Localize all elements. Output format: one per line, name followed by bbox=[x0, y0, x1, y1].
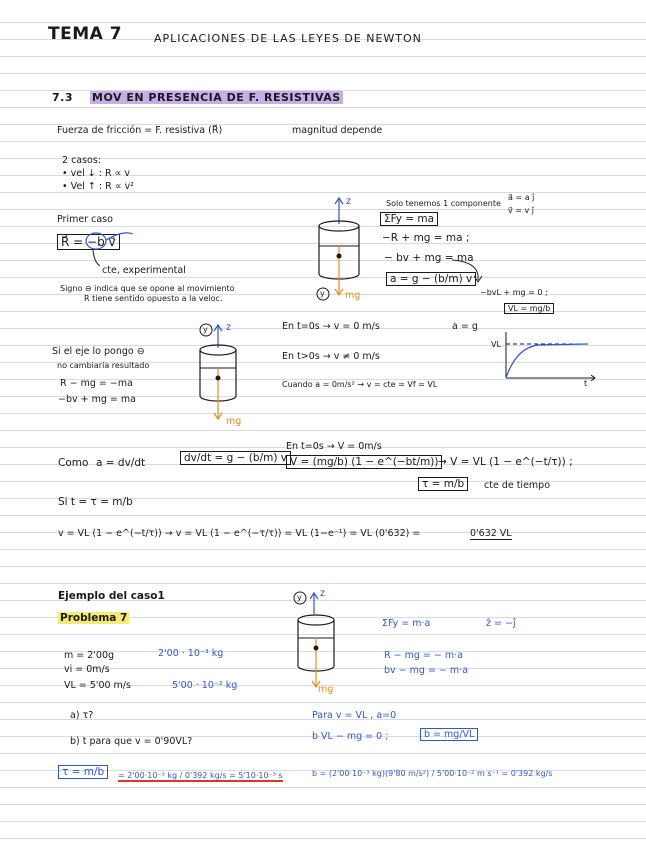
fig1-eq-R: −R + mg = ma ; bbox=[382, 232, 470, 244]
fig1-origin-label: y bbox=[320, 289, 325, 298]
velocity-time-graph bbox=[498, 330, 598, 390]
example-b-box: b = mg/VL bbox=[420, 729, 478, 741]
velocity-solution-box: V = (mg/b) (1 − e^(−bt/m)) bbox=[286, 456, 442, 468]
example-title: Ejemplo del caso1 bbox=[58, 590, 165, 602]
friction-definition: Fuerza de fricción = F. resistiva (R⃗) bbox=[57, 125, 223, 136]
fig2-eq-bv: −bv + mg = ma bbox=[58, 394, 136, 405]
topic-number: TEMA 7 bbox=[48, 24, 123, 44]
two-cases-label: 2 casos: bbox=[62, 155, 102, 166]
problem-label: Problema 7 bbox=[60, 612, 128, 624]
example-origin-label: y bbox=[297, 593, 302, 602]
example-weight-label: mg bbox=[318, 684, 334, 695]
tau-calc-box: τ = m/b bbox=[58, 766, 108, 778]
example-eq-bv: bv − mg = − m·a bbox=[384, 665, 469, 676]
case-low-velocity: • vel ↓ : R ∝ v bbox=[62, 168, 130, 179]
fig1-z-axis-label: z bbox=[346, 196, 351, 207]
mass-si: 2'00 · 10⁻³ kg bbox=[158, 648, 224, 659]
fig2-weight-label: mg bbox=[226, 416, 242, 427]
b-constant-note: cte, experimental bbox=[102, 265, 186, 276]
question-b: b) t para que v = 0'90VL? bbox=[70, 736, 193, 747]
fig2-cylinder-diagram bbox=[192, 320, 262, 430]
ode-box: dv/dt = g − (b/m) v bbox=[180, 452, 291, 464]
graph-vl-label: VL bbox=[491, 340, 501, 349]
mass-given: m = 2'00g bbox=[64, 650, 115, 661]
fig2-note-2: no cambiaría resultado bbox=[57, 361, 150, 370]
example-eq-R: R − mg = − m·a bbox=[384, 650, 463, 661]
como-label: Como bbox=[58, 457, 89, 469]
example-sum-forces: ΣFy = m·a bbox=[382, 618, 431, 629]
terminal-velocity-box: VL = mg/b bbox=[504, 303, 554, 315]
terminal-velocity-si: 5'00 · 10⁻² kg bbox=[172, 680, 238, 691]
case-high-velocity: • Vel ↑ : R ∝ v² bbox=[62, 181, 134, 192]
fig2-eq-R: R − mg = −ma bbox=[60, 378, 133, 389]
time-positive-line: En t>0s → v ≠ 0 m/s bbox=[282, 351, 380, 362]
fig1-sum-forces: ΣFy = ma bbox=[380, 213, 438, 225]
final-velocity-line: v = VL (1 − e^(−t/τ)) → v = VL (1 − e^(−τ/τ)) = VL (1−e⁻¹) = VL (0'632) = bbox=[58, 528, 421, 539]
example-bvl-eq: b VL − mg = 0 ; bbox=[312, 731, 389, 742]
fig1-terminal-eq: −bvL + mg = 0 ; bbox=[480, 288, 548, 297]
topic-title: APLICACIONES DE LAS LEYES DE NEWTON bbox=[154, 32, 422, 45]
first-case-formula: R⃗ = −b v⃗ bbox=[57, 236, 120, 248]
first-case-label: Primer caso bbox=[57, 214, 113, 225]
zero-accel-line: Cuando a = 0m/s² → v = cte = Vf = VL bbox=[282, 380, 438, 389]
tau-calc: = 2'00·10⁻³ kg / 0'392 kg/s = 5'10·10⁻³ s bbox=[118, 771, 283, 780]
si-tau-line: Si t = τ = m/b bbox=[58, 496, 133, 508]
fig1-eq-bv: − bv + mg = ma bbox=[384, 252, 474, 264]
example-z-direction: ẑ = −ĵ bbox=[486, 618, 516, 629]
only-component-note: Solo tenemos 1 componente bbox=[386, 199, 501, 208]
fig2-z-axis-label: z bbox=[226, 322, 231, 333]
fig2-note-1: Si el eje lo pongo ⊖ bbox=[52, 346, 145, 357]
vel-vector: v⃗ = v ĵ bbox=[508, 206, 535, 215]
graph-t-axis-label: t bbox=[584, 379, 588, 388]
accel-definition: a = dv/dt bbox=[96, 457, 146, 469]
terminal-velocity-given: VL = 5'00 m/s bbox=[64, 680, 131, 691]
b-callout-circle bbox=[78, 228, 138, 268]
sign-note-1: Signo ⊖ indica que se opone al movimiento bbox=[60, 284, 235, 293]
initial-velocity: vi = 0m/s bbox=[64, 664, 110, 675]
a-equals-g: a = g bbox=[452, 321, 478, 332]
fig1-accel-box: a = g − (b/m) v bbox=[386, 273, 476, 285]
accel-vector: a⃗ = a ĵ bbox=[508, 193, 535, 202]
fig1-weight-label: mg bbox=[345, 290, 361, 301]
question-a: a) τ? bbox=[70, 710, 94, 721]
solution-t0-line: En t=0s → V = 0m/s bbox=[286, 441, 382, 452]
section-number: 7.3 bbox=[52, 91, 73, 104]
final-result: 0'632 VL bbox=[470, 528, 512, 539]
example-terminal-condition: Para v = VL , a=0 bbox=[312, 710, 397, 721]
example-b-calc: b = (2'00·10⁻³ kg)(9'80 m/s²) / 5'00·10⁻² m s⁻¹ = 0'392 kg/s bbox=[312, 769, 553, 778]
fig2-origin-label: y bbox=[203, 325, 208, 334]
magnitude-note: magnitud depende bbox=[292, 125, 383, 136]
sign-note-2: R tiene sentido opuesto a la veloc. bbox=[84, 294, 223, 303]
time-zero-line: En t=0s → v = 0 m/s bbox=[282, 321, 380, 332]
example-z-axis-label: z bbox=[320, 588, 325, 599]
section-title: MOV EN PRESENCIA DE F. RESISTIVAS bbox=[92, 91, 341, 104]
time-constant-box: τ = m/b bbox=[418, 478, 468, 490]
velocity-solution-2: → V = VL (1 − e^(−t/τ)) ; bbox=[438, 456, 573, 468]
time-constant-note: cte de tiempo bbox=[484, 480, 551, 491]
